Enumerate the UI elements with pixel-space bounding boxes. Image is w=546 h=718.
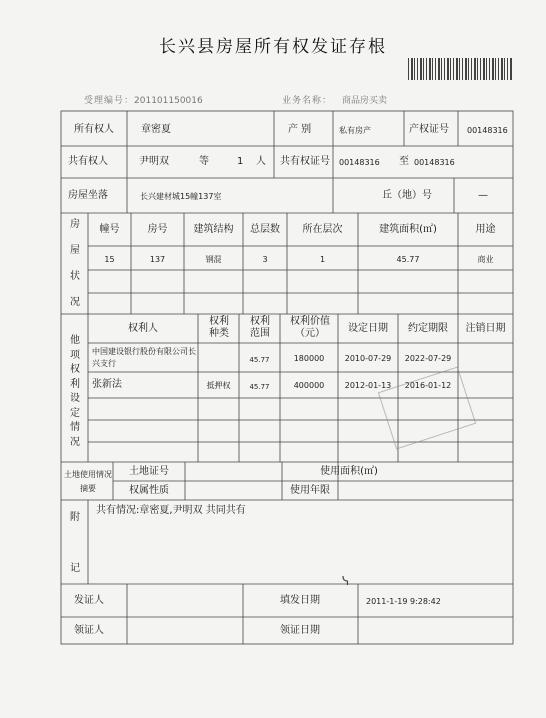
land-years-label: 使用年限 bbox=[290, 485, 330, 496]
house-cell: 商业 bbox=[477, 255, 494, 264]
rights-cell: 45.77 bbox=[249, 356, 270, 364]
owner-label: 所有权人 bbox=[74, 124, 114, 135]
house-header: 建筑结构 bbox=[193, 224, 234, 235]
rights-cell: 400000 bbox=[293, 381, 325, 390]
note-label-top: 附 bbox=[70, 512, 80, 523]
house-header: 所在层次 bbox=[302, 224, 343, 235]
note-label-bottom: 记 bbox=[70, 563, 80, 574]
house-header: 用途 bbox=[475, 224, 496, 235]
rights-cell: 2012-01-13 bbox=[344, 381, 392, 390]
issue-date-label: 填发日期 bbox=[280, 595, 320, 606]
plot-no-label: 丘（地）号 bbox=[382, 190, 432, 201]
house-header: 总层数 bbox=[250, 224, 280, 235]
house-side-label: 房屋状况 bbox=[70, 219, 80, 308]
house-header: 建筑面积(㎡) bbox=[379, 224, 437, 235]
rights-side-label: 他项权利设定情况 bbox=[70, 335, 80, 448]
rights-cell: 张新法 bbox=[92, 379, 122, 390]
house-cell: 137 bbox=[149, 255, 166, 264]
plot-no-value: — bbox=[478, 190, 488, 201]
co-owner-ren: 人 bbox=[256, 156, 266, 167]
house-cell: 15 bbox=[104, 255, 115, 264]
property-type-label: 产 别 bbox=[288, 124, 312, 135]
house-header: 房号 bbox=[147, 224, 168, 235]
rights-cell: 2016-01-12 bbox=[404, 381, 452, 390]
page-title: 长兴县房屋所有权发证存根 bbox=[159, 37, 387, 57]
co-owner-deng: 等 bbox=[199, 156, 209, 167]
land-cert-label: 土地证号 bbox=[129, 466, 169, 477]
accept-no-value: 201101150016 bbox=[134, 96, 203, 106]
business-name-value: 商品房买卖 bbox=[342, 96, 388, 106]
land-nature-label: 权属性质 bbox=[129, 485, 169, 496]
rights-header: 权利种类 bbox=[209, 316, 229, 339]
rights-cell: 2022-07-29 bbox=[404, 354, 452, 363]
rights-header: 注销日期 bbox=[465, 323, 506, 334]
land-side-label: 土地使用情况摘要 bbox=[64, 470, 112, 493]
cert-no-label: 产权证号 bbox=[409, 124, 449, 135]
rights-cell: 2010-07-29 bbox=[344, 354, 392, 363]
rights-cell: 抵押权 bbox=[206, 381, 231, 390]
house-cell: 钢混 bbox=[205, 255, 222, 264]
business-name-label: 业务名称： bbox=[282, 96, 333, 106]
issue-date-value: 2011-1-19 9:28:42 bbox=[366, 597, 441, 606]
receive-date-label: 领证日期 bbox=[280, 625, 320, 636]
house-cell: 3 bbox=[262, 255, 268, 264]
co-owner-names: 尹明双 bbox=[139, 156, 169, 167]
owner-value: 章密夏 bbox=[141, 124, 171, 135]
note-text: 共有情况:章密夏,尹明双 共同共有 bbox=[96, 505, 246, 516]
co-cert-from: 00148316 bbox=[339, 158, 380, 167]
location-value: 长兴建材城15幢137室 bbox=[140, 192, 222, 201]
rights-header: 设定日期 bbox=[348, 323, 388, 334]
rights-cell: 180000 bbox=[293, 354, 325, 363]
rights-header: 权利人 bbox=[128, 323, 158, 334]
accept-no-label: 受理编号： bbox=[84, 96, 135, 106]
rights-cell: 中国建设银行股份有限公司长兴支行 bbox=[92, 347, 196, 368]
receiver-label: 领证人 bbox=[74, 625, 104, 636]
co-cert-zhi: 至 bbox=[399, 156, 409, 167]
stamp-mark-icon: ᓭ bbox=[342, 574, 350, 588]
co-cert-label: 共有权证号 bbox=[280, 156, 330, 167]
house-header: 幢号 bbox=[99, 224, 120, 235]
rights-header: 约定期限 bbox=[408, 323, 448, 334]
house-cell: 45.77 bbox=[396, 255, 420, 264]
house-cell: 1 bbox=[319, 255, 326, 264]
rights-header: 权利范围 bbox=[250, 316, 270, 339]
issuer-label: 发证人 bbox=[74, 595, 104, 606]
rights-cell: 45.77 bbox=[249, 383, 270, 391]
rights-header: 权利价值（元） bbox=[290, 316, 330, 339]
location-label: 房屋坐落 bbox=[68, 190, 108, 201]
land-area-label: 使用面积(㎡) bbox=[320, 466, 378, 477]
co-cert-to: 00148316 bbox=[414, 158, 455, 167]
co-owner-count: 1 bbox=[237, 156, 244, 167]
cert-no-value: 00148316 bbox=[467, 126, 508, 135]
property-type-value: 私有房产 bbox=[339, 126, 371, 135]
co-owner-label: 共有权人 bbox=[68, 156, 108, 167]
